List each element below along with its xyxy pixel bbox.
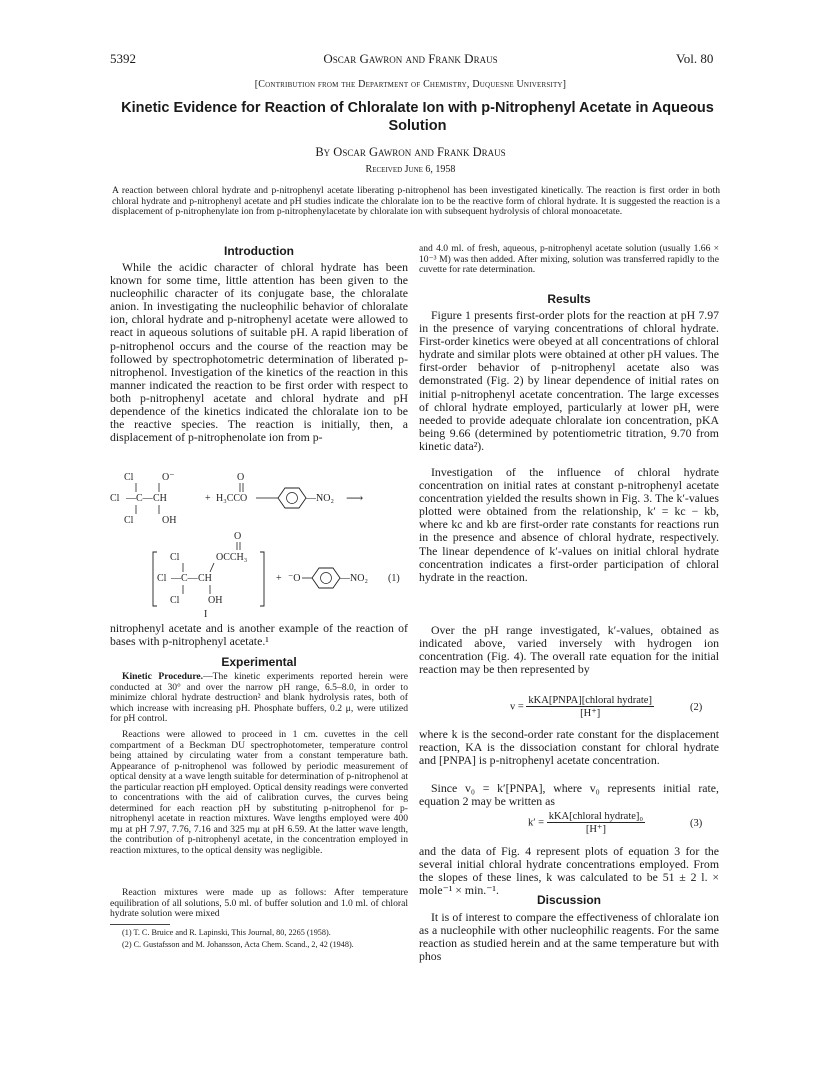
equation-2-lhs: v = [510,701,524,713]
scheme-oh: OH [162,515,177,526]
scheme-cl: Cl [110,493,120,504]
equation-2-numerator: kKA[PNPA][chloral hydrate] [528,695,652,706]
scheme-o-neg: ⁻O [288,573,301,584]
introduction-paragraph: While the acidic character of chloral hydrate has been known for some time, little attention has been given to the nucleophilic character of its conjugate base, the chloralate anion. In investigating the nucleophilic behavior of chloralate ion, chloral hydrate and p-nitrophenyl acetate were allowed to react in aqueous solutions of suitable pH. A rapid liberation of p-nitrophenol occurs and the course of the reaction may be followed by spectrophotometric determination of liberated p-nitrophenol. Investigation of the kinetics of the reaction in this manner indicated the reaction to be first order with respect to both p-nitrophenyl acetate and chloral hydrate and pH dependence of the kinetics indicated the chloralate ion to be the reactive species. The reaction is initially, then, a displacement of p-nitrophenolate ion from p- [110,261,408,445]
equation-3-numerator: kKA[chloral hydrate]₀ [548,811,644,822]
discussion-heading: Discussion [536,893,602,907]
discussion-paragraph-1: It is of interest to compare the effectiveness of chloralate ion as a nucleophile with other nucleophilic reagents. For the same reaction as studied herein and at the same temperature but with phos [419,910,719,964]
kinetic-procedure-text: —The kinetic experiments reported herein were conducted at 30° and over the narrow pH range, 6.5–8.0, in order to minimize chloral hydrate destruction² and blank hydrolysis rates, both of which increase with increasing pH. Phosphate buffers, 0.2 μ, were utilized for pH control. [110,671,408,725]
scheme-no2: —NO₂ [340,573,368,584]
scheme-ch: CH [153,493,167,504]
equation-2 [510,695,654,719]
svg-text:—C—: —C— [171,573,198,584]
scheme-oh: OH [208,595,223,606]
article-title: Kinetic Evidence for Reaction of Chloralate Ion with p-Nitrophenyl Acetate in Aqueous Solution [121,100,714,134]
introduction-continued: nitrophenyl acetate and is another example of the reaction of bases with p-nitrophenyl acetate.¹ [110,622,408,649]
contribution-line: [Contribution from the Department of Chemistry, Duquesne University] [254,79,567,90]
equation-3-label: (3) [690,818,703,829]
scheme-o-minus: O⁻ [162,472,175,483]
equation-1-label: (1) [388,573,400,584]
scheme-cl: Cl [124,472,134,483]
compound-label-i: I [204,609,208,618]
footnote-rule [110,924,170,925]
scheme-cl: Cl [124,515,134,526]
reaction-arrow-icon: ⟶ [346,491,364,505]
results-paragraph-6: and the data of Fig. 4 represent plots of equation 3 for the several initial chloral hydrate concentrations employed. From the slopes of these lines, k was calculated to be 51 ± 2 l. × mole⁻¹ × min.⁻¹. [419,844,719,898]
equation-2-label: (2) [690,702,703,713]
equation-3-lhs: k′ = [528,817,545,829]
results-heading: Results [547,292,591,306]
running-title: Oscar Gawron and Frank Draus [323,51,498,66]
experimental-paragraph-2: Reactions were allowed to proceed in 1 cm. cuvettes in the cell compartment of a Beckman DU spectrophotometer, temperature control being attained by circulating water from a constant temperature bath. Appearance of p-nitrophenol was followed by periodic measurement of optical density at a wave length suitable for determination of p-nitrophenol at the particular reaction pH employed. Optical density readings were converted to concentrations with the aid of calibration curves, the curves being determined for each reaction pH by substituting p-nitrophenol for p-nitrophenyl acetate in reaction mixtures. Wave lengths employed were 400 mμ at pH 7.97, 7.76, 7.16 and 325 mμ at pH 6.59. At the latter wave length, the contribution of p-nitrophenyl acetate, in the concentration employed in reaction mixtures, to the optical density was negligible. [110,729,408,857]
page-number: 5392 [110,51,136,66]
equation-3 [528,811,645,835]
benzene-ring-icon [312,568,340,588]
scheme-no2: —NO₂ [306,493,334,504]
scheme-o: O [237,472,245,483]
scheme-o: O [234,531,242,542]
footnote-1: (1) T. C. Bruice and R. Lapinski, This Journal, 80, 2265 (1958). [122,928,331,937]
experimental-continued: and 4.0 ml. of fresh, aqueous, p-nitrophenyl acetate solution (usually 1.66 × 10⁻³ M) was then added. After mixing, solution was transferred rapidly to the cuvette for rate determination. [419,243,719,276]
scheme-cl: Cl [170,552,180,563]
scheme-cl: Cl [157,573,167,584]
scheme-occh3: OCCH₃ [216,552,248,563]
footnote-2: (2) C. Gustafsson and M. Johansson, Acta Chem. Scand., 2, 42 (1948). [122,940,354,949]
volume-label: Vol. 80 [676,51,714,66]
scheme-plus: + [276,573,282,584]
experimental-heading: Experimental [221,655,297,669]
kinetic-procedure-paragraph [110,672,408,725]
scheme-h3cco: H₃CCO [216,493,248,504]
equation-2-denominator: [H⁺] [580,708,601,719]
experimental-paragraph-3: Reaction mixtures were made up as follows: After temperature equilibration of all solutions, 5.0 ml. of buffer solution and 1.0 ml. of chloral hydrate solution were mixed [110,887,408,920]
scheme-cl: Cl [170,595,180,606]
kinetic-procedure-label: Kinetic Procedure. [122,671,204,682]
abstract: A reaction between chloral hydrate and p-nitrophenyl acetate liberating p-nitrophenol has been investigated kinetically. The reaction is first order in both chloral hydrate and p-nitrophenyl acetate and pH studies indicate the chloralate ion to be the reactive form of chloral hydrate. It is suggested the reaction is a displacement of p-nitrophenylate ion from p-nitrophenylacetate by chloralate ion with subsequent hydrolysis of chloral monoacetate. [112,185,720,218]
results-paragraph-1: Figure 1 presents first-order plots for the reaction at pH 7.97 in the presence of varying concentrations of chloral hydrate. First-order kinetics were obeyed at all concentrations of chloral hydrate and similar plots were obtained at other pH values. The first-order behavior of p-nitrophenyl acetate also was demonstrated (Fig. 2) by linear dependence of initial rates on initial p-nitrophenyl acetate concentration. The large excesses of chloral hydrate employed, particularly at lower pH, were needed to provide adequate chloralate ion concentration, pKA being 9.66 (determined by potentiometric titration, 9.70 from kinetic data²). [419,308,719,453]
benzene-ring-icon [278,488,306,508]
authors: By Oscar Gawron and Frank Draus [315,145,506,159]
scheme-ch: CH [198,573,212,584]
reaction-scheme [110,470,408,618]
results-paragraph-4: where k is the second-order rate constant for the displacement reaction, KA is the dissociation constant for chloral hydrate and [PNPA] is p-nitrophenyl acetate concentration. [419,727,719,768]
scheme-plus: + [205,493,211,504]
svg-text:—C—: —C— [126,493,153,504]
results-paragraph-3: Over the pH range investigated, k′-values, obtained as indicated above, varied inversely with hydrogen ion concentration (Fig. 4). The overall rate equation for the initial reaction may be then represented by [419,623,719,677]
received-date: Received June 6, 1958 [365,164,456,175]
equation-3-denominator: [H⁺] [585,824,606,835]
introduction-heading: Introduction [224,244,294,258]
results-paragraph-2: Investigation of the influence of chloral hydrate concentration on initial rates at constant p-nitrophenyl acetate concentration yielded the results shown in Fig. 3. The k′-values plotted were obtained from the relationship, k′ = kc − kb, where kc and kb are first-order rate constants for reactions run in the presence and absence of chloral hydrate, respectively. The linear dependence of k′-values on initial chloral hydrate concentration indicates a first-order participation of chloral hydrate in the reaction. [419,465,719,584]
results-paragraph-5: Since v₀ = k′[PNPA], where v₀ represents initial rate, equation 2 may be written as [419,781,719,809]
